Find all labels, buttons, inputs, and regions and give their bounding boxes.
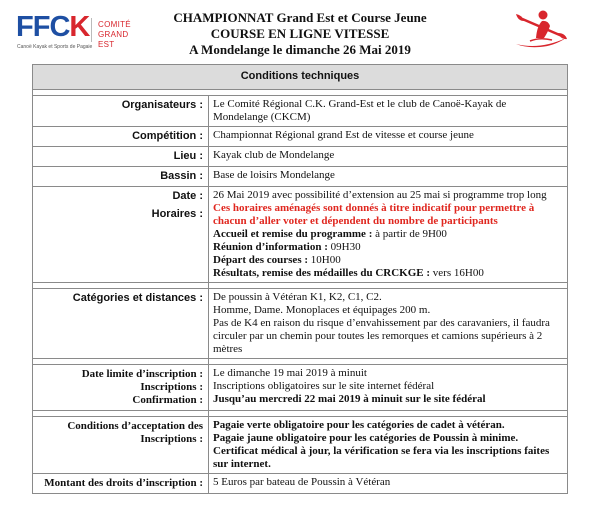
competition-label: Compétition : xyxy=(33,127,209,147)
ffck-logo-tagline: Canoë Kayak et Sports de Pagaie xyxy=(17,44,93,50)
categories-label: Catégories et distances : xyxy=(33,289,209,359)
ffck-logo-mark xyxy=(16,12,89,42)
reunion-line xyxy=(213,241,563,254)
lieu-value: Kayak club de Mondelange xyxy=(209,147,568,167)
title-line-3: A Mondelange le dimanche 26 Mai 2019 xyxy=(189,42,411,57)
depart-label: Départ des courses : xyxy=(213,254,309,266)
ffck-comite-line2: GRAND EST xyxy=(98,30,129,49)
ffck-logo-ff: FF xyxy=(16,11,50,43)
competition-value: Championnat Régional grand Est de vitesse et course jeune xyxy=(209,127,568,147)
date-horaires-labels xyxy=(33,187,209,283)
conditions-label-1: Conditions d’acceptation des xyxy=(67,420,203,432)
date-value: 26 Mai 2019 avec possibilité d’extension au 25 mai si programme trop long xyxy=(213,189,547,201)
table-row-bassin xyxy=(33,167,568,187)
document-header xyxy=(0,0,600,66)
reunion-label: Réunion d’information : xyxy=(213,241,328,253)
inscriptions-value: Inscriptions obligatoires sur le site internet fédéral xyxy=(213,380,435,392)
table-row-lieu xyxy=(33,147,568,167)
date-label: Date : xyxy=(172,190,203,202)
title-line-1: CHAMPIONNAT Grand Est et Course Jeune xyxy=(173,10,427,25)
ffck-logo-divider xyxy=(91,18,92,42)
conditions-label-2: Inscriptions : xyxy=(140,433,203,445)
date-limite-value: Le dimanche 19 mai 2019 à minuit xyxy=(213,367,367,379)
table-row-montant xyxy=(33,474,568,494)
accueil-line xyxy=(213,228,563,241)
categories-line-1: De poussin à Vétéran K1, K2, C1, C2. xyxy=(213,291,382,303)
conditions-line-3: Certificat médical à jour, la vérification se fera via les inscriptions faites sur internet. xyxy=(213,445,550,470)
horaires-warning: Ces horaires aménagés sont donnés à titre indicatif pour permettre à chacun d’aller voter et dépendent du nombre de participants xyxy=(213,202,535,227)
table-row-organisateurs xyxy=(33,96,568,127)
horaires-label: Horaires : xyxy=(151,208,203,220)
table-row-conditions xyxy=(33,417,568,474)
document-title xyxy=(150,10,450,58)
bassin-label: Bassin : xyxy=(33,167,209,187)
ffck-logo-k: K xyxy=(69,11,90,43)
categories-line-2: Homme, Dame. Monoplaces et équipages 200 m. xyxy=(213,304,431,316)
table-row-categories xyxy=(33,289,568,359)
confirmation-label: Confirmation : xyxy=(132,394,203,406)
depart-line xyxy=(213,254,563,267)
title-line-2: COURSE EN LIGNE VITESSE xyxy=(210,26,390,41)
inscriptions-label: Inscriptions : xyxy=(140,381,203,393)
table-row-competition xyxy=(33,127,568,147)
conditions-labels xyxy=(33,417,209,474)
table-row-inscription xyxy=(33,365,568,411)
table-row-date-horaires xyxy=(33,187,568,283)
ffck-logo xyxy=(16,12,146,54)
conditions-values xyxy=(209,417,568,474)
organisateurs-label: Organisateurs : xyxy=(33,96,209,127)
accueil-value: à partir de 9H00 xyxy=(372,228,447,240)
conditions-table xyxy=(32,64,568,494)
table-heading-row xyxy=(33,65,568,90)
resultats-label: Résultats, remise des médailles du CRCKGE : xyxy=(213,267,431,279)
confirmation-value: Jusqu’au mercredi 22 mai 2019 à minuit sur le site fédéral xyxy=(213,393,486,405)
conditions-line-1: Pagaie verte obligatoire pour les catégories de cadet à vétéran. xyxy=(213,419,505,431)
kayaker-icon xyxy=(510,4,570,54)
lieu-label: Lieu : xyxy=(33,147,209,167)
conditions-line-2: Pagaie jaune obligatoire pour les catégories de Poussin à minime. xyxy=(213,432,519,444)
depart-value: 10H00 xyxy=(308,254,341,266)
inscription-labels xyxy=(33,365,209,411)
organisateurs-value: Le Comité Régional C.K. Grand-Est et le club de Canoë-Kayak de Mondelange (CKCM) xyxy=(209,96,568,127)
date-limite-label: Date limite d’inscription : xyxy=(81,368,203,380)
ffck-comite-line1: COMITÉ xyxy=(98,20,131,29)
ffck-logo-comite xyxy=(98,20,146,50)
categories-value xyxy=(209,289,568,359)
date-horaires-value xyxy=(209,187,568,283)
montant-value: 5 Euros par bateau de Poussin à Vétéran xyxy=(209,474,568,494)
categories-line-3: Pas de K4 en raison du risque d’envahissement par des caravaniers, il faudra circuler par un chemin pour toutes les remorques et camions supérieurs à 2 mètres xyxy=(213,317,550,355)
resultats-line xyxy=(213,267,563,280)
inscription-values xyxy=(209,365,568,411)
ffck-logo-c: C xyxy=(49,11,70,43)
montant-label: Montant des droits d’inscription : xyxy=(33,474,209,494)
table-heading: Conditions techniques xyxy=(33,65,568,90)
bassin-value: Base de loisirs Mondelange xyxy=(209,167,568,187)
resultats-value: vers 16H00 xyxy=(430,267,484,279)
reunion-value: 09H30 xyxy=(327,241,361,253)
accueil-label: Accueil et remise du programme : xyxy=(213,228,373,240)
